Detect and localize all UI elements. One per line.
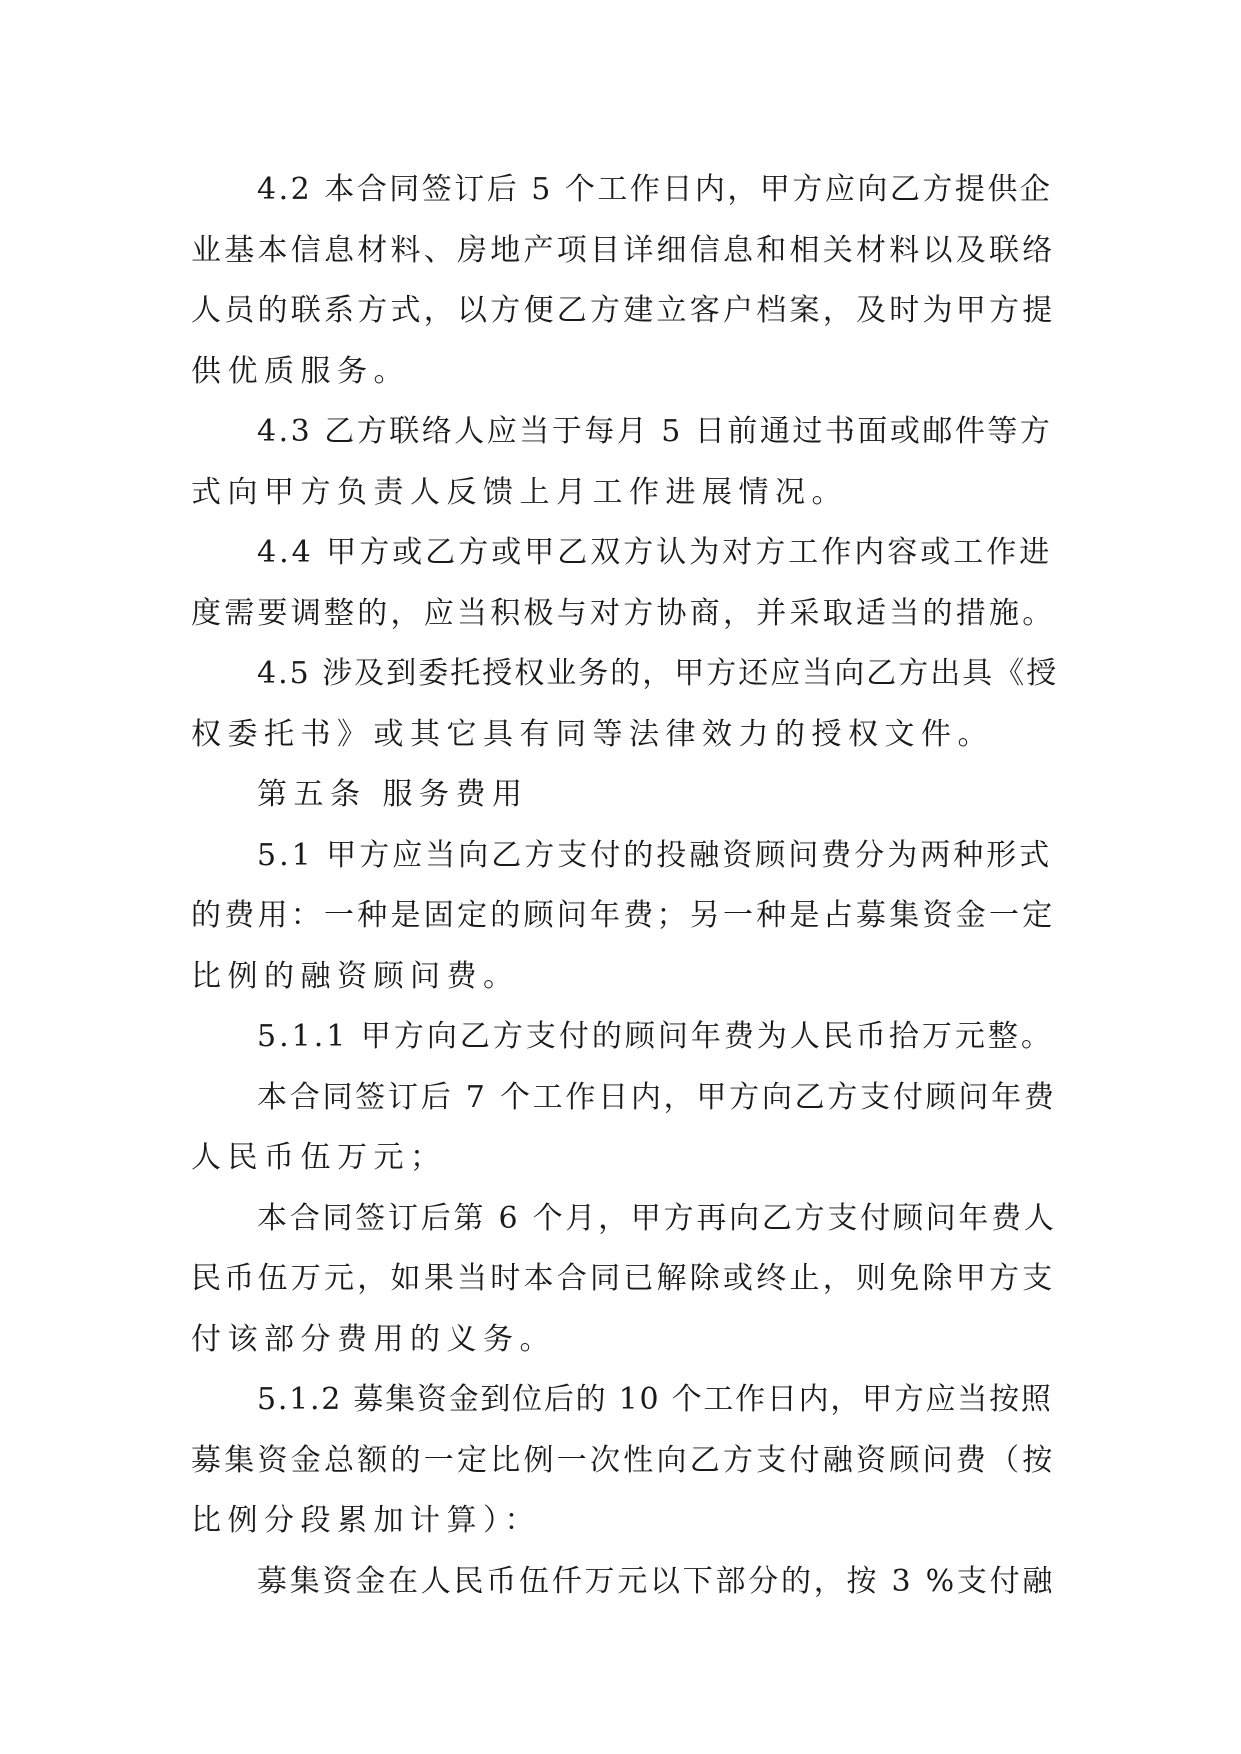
text-line: 供优质服务。 (191, 353, 410, 389)
text-line: 5.1 甲方应当向乙方支付的投融资顾问费分为两种形式 (257, 837, 1053, 873)
text-line: 4.3 乙方联络人应当于每月 5 日前通过书面或邮件等方 (257, 414, 1053, 449)
document-body (191, 160, 1057, 1612)
text-line: 度需要调整的，应当积极与对方协商，并采取适当的措施。 (191, 595, 1056, 631)
text-line: 4.5 涉及到委托授权业务的，甲方还应当向乙方出具《授 (257, 656, 1059, 691)
text-line: 比例的融资顾问费。 (191, 958, 520, 994)
text-line: 权委托书》或其它具有同等法律效力的授权文件。 (191, 716, 994, 752)
text-line: 募集资金总额的一定比例一次性向乙方支付融资顾问费（按 (191, 1442, 1056, 1478)
text-line: 本合同签订后 7 个工作日内，甲方向乙方支付顾问年费 (257, 1079, 1057, 1115)
text-line: 民币伍万元，如果当时本合同已解除或终止，则免除甲方支 (191, 1261, 1056, 1296)
text-line: 的费用：一种是固定的顾问年费；另一种是占募集资金一定 (191, 898, 1056, 933)
text-line: 付该部分费用的义务。 (191, 1321, 556, 1357)
text-line: 式向甲方负责人反馈上月工作进展情况。 (191, 474, 848, 510)
text-line: 本合同签订后第 6 个月，甲方再向乙方支付顾问年费人 (257, 1200, 1057, 1236)
section-heading: 第五条 服务费用 (257, 777, 529, 812)
text-line: 4.2 本合同签订后 5 个工作日内，甲方应向乙方提供企 (257, 172, 1053, 207)
text-line: 5.1.1 甲方向乙方支付的顾问年费为人民币拾万元整。 (257, 1019, 1054, 1054)
text-line: 4.4 甲方或乙方或甲乙双方认为对方工作内容或工作进 (257, 535, 1053, 570)
text-line: 人民币伍万元； (191, 1140, 447, 1175)
text-line: 比例分段累加计算）： (191, 1503, 541, 1538)
text-line: 募集资金在人民币伍仟万元以下部分的，按 3 %支付融 (257, 1563, 1056, 1599)
text-line: 人员的联系方式，以方便乙方建立客户档案，及时为甲方提 (191, 293, 1056, 328)
text-line: 业基本信息材料、房地产项目详细信息和相关材料以及联络 (191, 232, 1056, 268)
text-line: 5.1.2 募集资金到位后的 10 个工作日内，甲方应当按照 (257, 1382, 1053, 1417)
